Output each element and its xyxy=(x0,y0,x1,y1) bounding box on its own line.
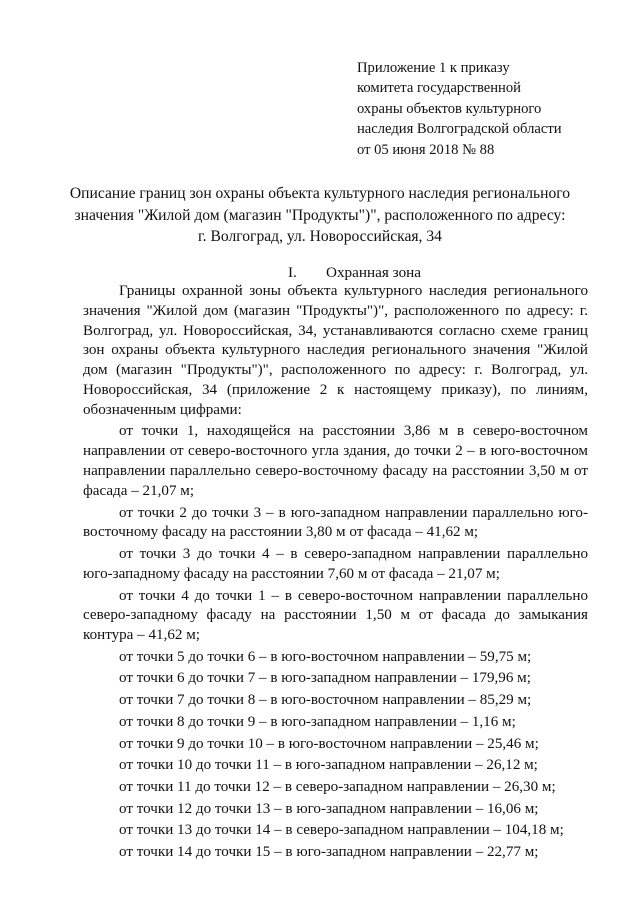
appendix-line: Приложение 1 к приказу xyxy=(357,60,510,76)
body-paragraph: от точки 6 до точки 7 – в юго-западном направлении – 179,96 м; xyxy=(119,670,531,687)
appendix-line: от 05 июня 2018 № 88 xyxy=(357,141,495,158)
title-line: г. Волгоград, ул. Новороссийская, 34 xyxy=(198,228,442,245)
section-number: I. xyxy=(288,264,297,281)
body-paragraph: от точки 4 до точки 1 – в северо-восточном направлении параллельно северо-западному фасаду на расстоянии 1,50 м от фасада до замыкания контура – 41,62 м; xyxy=(83,587,588,644)
body-paragraph: от точки 12 до точки 13 – в юго-западном направлении – 16,06 м; xyxy=(119,800,539,817)
appendix-line: комитета государственной xyxy=(357,80,521,97)
document-body xyxy=(83,282,588,863)
body-paragraph: от точки 14 до точки 15 – в юго-западном направлении – 22,77 м; xyxy=(119,843,539,860)
body-paragraph: от точки 10 до точки 11 – в юго-западном направлении – 26,12 м; xyxy=(119,757,538,774)
body-paragraph: от точки 7 до точки 8 – в юго-восточном направлении – 85,29 м; xyxy=(119,692,532,709)
body-paragraph: от точки 2 до точки 3 – в юго-западном направлении параллельно юго-восточному фасаду на расстоянии 3,80 м от фасада – 41,62 м; xyxy=(83,504,588,541)
body-paragraph: от точки 9 до точки 10 – в юго-восточном направлении – 25,46 м; xyxy=(119,735,539,752)
body-paragraph: от точки 13 до точки 14 – в северо-западном направлении – 104,18 м; xyxy=(119,822,564,839)
body-paragraph: от точки 3 до точки 4 – в северо-западном направлении параллельно юго-западному фасаду на расстоянии 7,60 м от фасада – 21,07 м; xyxy=(83,546,588,582)
title-line: Описание границ зон охраны объекта культурного наследия регионального xyxy=(69,185,571,202)
section-name: Охранная зона xyxy=(326,264,422,281)
appendix-header xyxy=(357,58,607,160)
body-paragraph: Границы охранной зоны объекта культурного наследия регионального значения "Жилой дом (магазин "Продукты")", расположенного по адресу: г. Волгоград, ул. Новороссийская, 34, устанавливаются согласно схеме границ зон охраны объекта культурного наследия регионального значения "Жилой дом (магазин "Продукты")", расположенного по адресу: г. Волгоград, ул. Новороссийская, 34 (приложение 2 к настоящему приказу), по линиям, обозначенным цифрами: xyxy=(83,283,588,418)
body-paragraph: от точки 11 до точки 12 – в северо-западном направлении – 26,30 м; xyxy=(119,778,556,795)
appendix-line: охраны объектов культурного xyxy=(357,100,542,117)
body-paragraph: от точки 5 до точки 6 – в юго-восточном направлении – 59,75 м; xyxy=(119,648,532,665)
body-paragraph: от точки 1, находящейся на расстоянии 3,86 м в северо-восточном направлении от северо-восточного угла здания, до точки 2 – в юго-восточном направлении параллельно северо-восточному фасаду на расстоянии 3,50 м от фасада – 21,07 м; xyxy=(83,423,588,499)
body-paragraph: от точки 8 до точки 9 – в юго-западном направлении – 1,16 м; xyxy=(119,713,516,730)
document-title xyxy=(60,183,580,248)
title-line: значения "Жилой дом (магазин "Продукты")", расположенного по адресу: xyxy=(74,206,566,224)
appendix-line: наследия Волгоградской области xyxy=(357,121,562,138)
